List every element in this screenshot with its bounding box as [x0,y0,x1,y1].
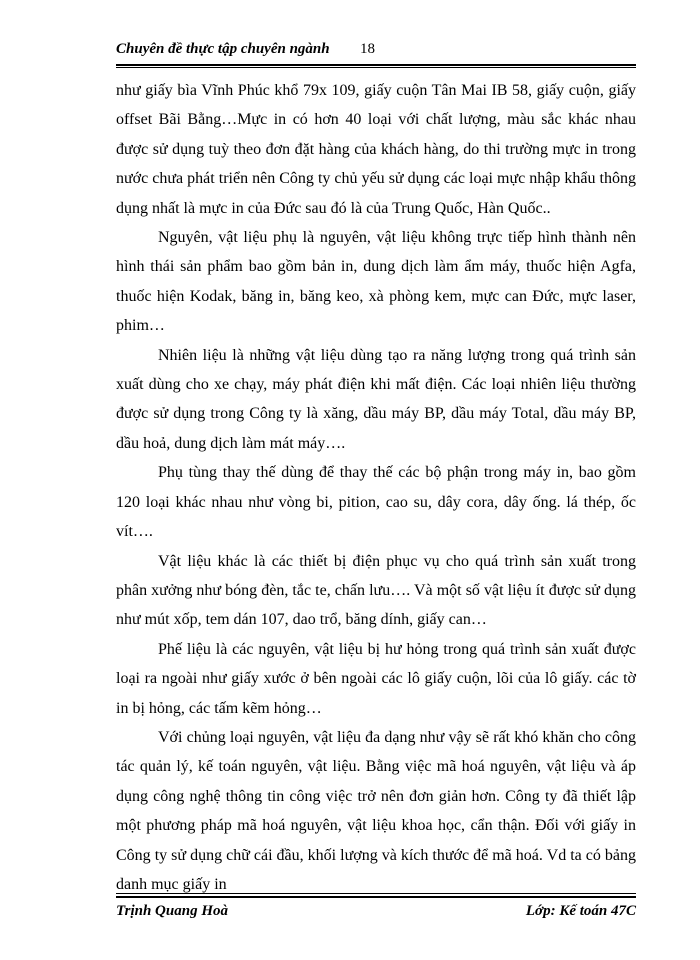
page-header [116,36,636,64]
footer-class-info: Lớp: Kế toán 47C [525,903,636,919]
paragraph: như giấy bìa Vĩnh Phúc khổ 79x 109, giấy cuộn Tân Mai IB 58, giấy cuộn, giấy offset Bãi Bằng…Mực in có hơn 40 loại với chất lượng, màu sắc khác nhau được sử dụng tuỳ theo đơn đặt hàng của khách hàng, do thi trường mực in trong nước chưa phát triển nên Công ty chủ yếu sử dụng các loại mực nhập khẩu thông dụng nhất là mực in của Đức sau đó là của Trung Quốc, Hàn Quốc.. [116,82,636,217]
header-title: Chuyên đề thực tập chuyên ngành [116,41,330,57]
footer-rule-thin [116,893,636,894]
paragraph: Phụ tùng thay thế dùng để thay thế các bộ phận trong máy in, bao gồm 120 loại khác nhau như vòng bi, pition, cao su, dây cora, dây ống. lá thép, ốc vít…. [116,464,636,541]
paragraph: Phế liệu là các nguyên, vật liệu bị hư hỏng trong quá trình sản xuất được loại ra ngoài như giấy xước ở bên ngoài các lô giấy cuộn, lõi của lô giấy. các tờ in bị hỏng, các tấm kẽm hỏng… [116,640,636,717]
page-footer [116,900,636,924]
paragraph: Với chủng loại nguyên, vật liệu đa dạng như vậy sẽ rất khó khăn cho công tác quản lý, kế toán nguyên, vật liệu. Bằng việc mã hoá nguyên, vật liệu và áp dụng công nghệ thông tin công việc trở nên đơn giản hơn. Công ty đã thiết lập một phương pháp mã hoá nguyên, vật liệu khoa học, cẩn thận. Đối với giấy in Công ty sử dụng chữ cái đầu, khối lượng và kích thước để mã hoá. Vd ta có bảng danh mục giấy in [116,728,636,893]
body-text [116,76,636,899]
paragraph: Vật liệu khác là các thiết bị điện phục vụ cho quá trình sản xuất trong phân xưởng như bóng đèn, tắc te, chấn lưu…. Và một số vật liệu ít được sử dụng như mút xốp, tem dán 107, dao trổ, băng dính, giấy can… [116,552,636,629]
footer-author: Trịnh Quang Hoà [116,903,228,919]
footer-rule-thick [116,896,636,898]
paragraph: Nguyên, vật liệu phụ là nguyên, vật liệu không trực tiếp hình thành nên hình thái sản phẩm bao gồm bản in, dung dịch làm ẩm máy, thuốc hiện Agfa, thuốc hiện Kodak, băng in, băng keo, xà phòng kem, mực can Đức, mực laser, phim… [116,229,636,335]
page-number: 18 [360,41,375,57]
header-rule-thick [116,64,636,66]
header-rule-thin [116,67,636,68]
paragraph: Nhiên liệu là những vật liệu dùng tạo ra năng lượng trong quá trình sản xuất dùng cho xe chạy, máy phát điện khi mất điện. Các loại nhiên liệu thường được sử dụng trong Công ty là xăng, dầu máy BP, dầu máy Total, dầu máy BP, dầu hoả, dung dịch làm mát máy…. [116,346,636,452]
